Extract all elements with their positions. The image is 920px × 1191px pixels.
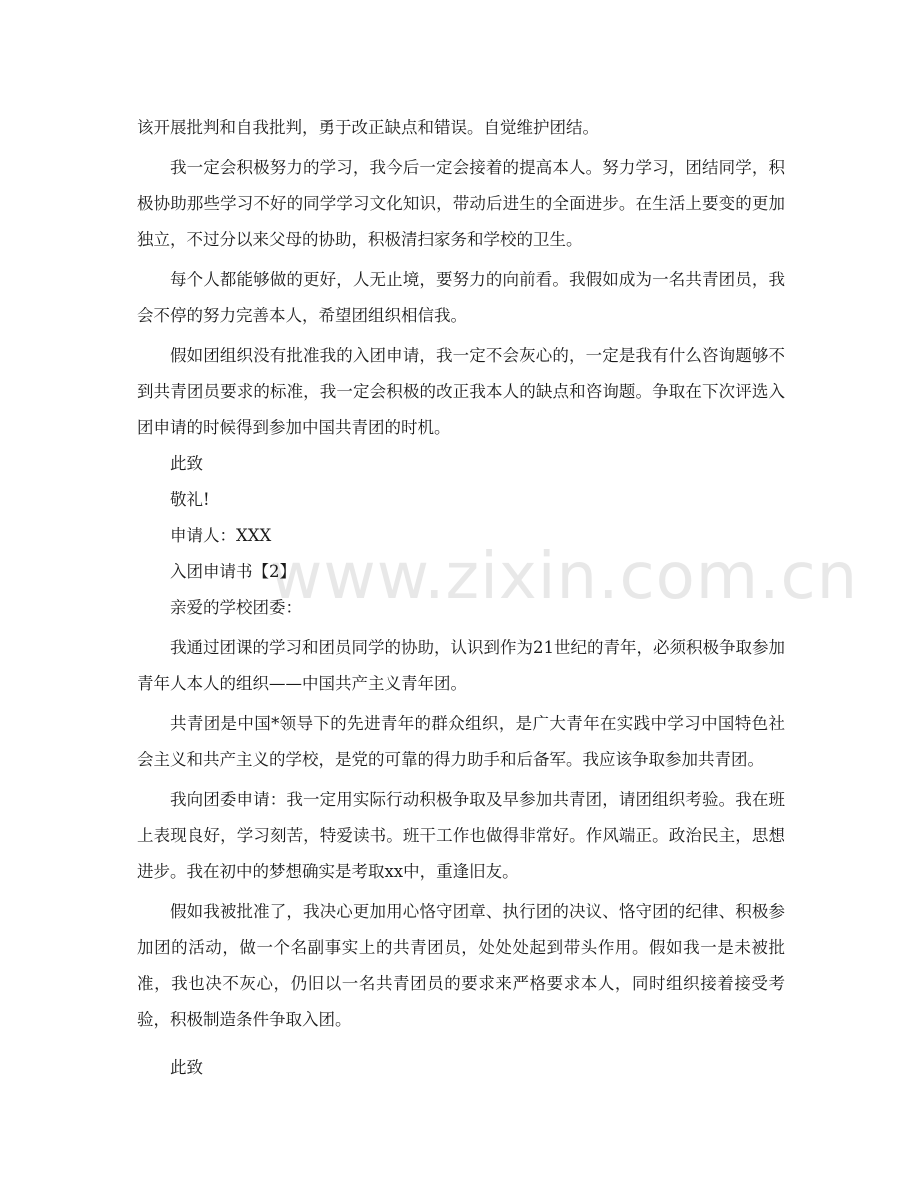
paragraph-self-improvement: 每个人都能够做的更好，人无止境，要努力的向前看。我假如成为一名共青团员，我会不停的努力完善本人，希望团组织相信我。 [137,270,785,325]
closing-line: 此致 [170,454,203,473]
paragraph-if-rejected: 假如团组织没有批准我的入团申请，我一定不会灰心的，一定是我有什么咨询题够不到共青团员要求的标准，我一定会积极的改正我本人的缺点和咨询题。争取在下次评选入团申请的时候得到参加中国共青团的时机。 [137,346,785,437]
paragraph-league-description: 共青团是中国*领导下的先进青年的群众组织，是广大青年在实践中学习中国特色社会主义和共产主义的学校，是党的可靠的得力助手和后备军。我应该争取参加共青团。 [137,714,785,769]
applicant-line: 申请人：XXX [170,526,272,545]
section-title: 入团申请书【2】 [170,562,296,581]
paragraph-study-commitment: 我一定会积极努力的学习，我今后一定会接着的提高本人。努力学习，团结同学，积极协助那些学习不好的同学学习文化知识，带动后进生的全面进步。在生活上要变的更加独立，不过分以来父母的协助，积极清扫家务和学校的卫生。 [137,158,785,249]
paragraph-understanding: 我通过团课的学习和团员同学的协助，认识到作为21世纪的青年，必须积极争取参加青年人本人的组织——中国共产主义青年团。 [137,638,785,693]
greeting-line: 亲爱的学校团委： [170,598,302,617]
watermark: www.zixin.com.cn [270,540,859,614]
document-body [137,110,785,1086]
paragraph-application: 我向团委申请：我一定用实际行动积极争取及早参加共青团，请团组织考验。我在班上表现良好，学习刻苦，特爱读书。班干工作也做得非常好。作风端正。政治民主，思想进步。我在初中的梦想确实是考取xx中，重逢旧友。 [137,790,785,881]
salute-line: 敬礼! [170,490,210,509]
paragraph-resolution: 假如我被批准了，我决心更加用心恪守团章、执行团的决议、恪守团的纪律、积极参加团的活动，做一个名副事实上的共青团员，处处处起到带头作用。假如我一是未被批准，我也决不灰心，仍旧以一名共青团员的要求来严格要求本人，同时组织接着接受考验，积极制造条件争取入团。 [137,902,785,1029]
closing-line-2: 此致 [170,1058,203,1077]
paragraph-continuation: 该开展批判和自我批判，勇于改正缺点和错误。自觉维护团结。 [137,118,599,137]
